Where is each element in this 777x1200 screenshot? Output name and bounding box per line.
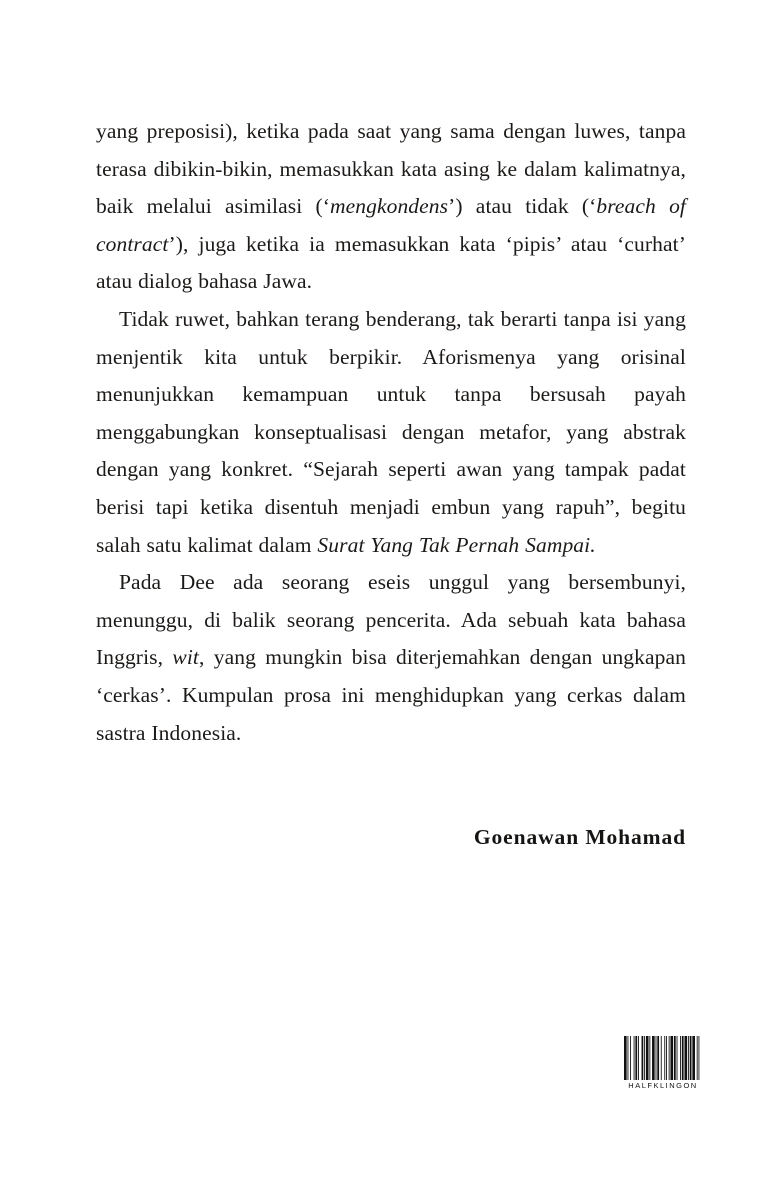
author-signature: Goenawan Mohamad — [473, 825, 686, 849]
text-run: yang preposisi), ketika pada saat yang sama dengan luwes, tanpa terasa dibikin-bikin, memasukkan kata asing ke dalam kalimatnya, baik melalui asimilasi (‘ — [96, 119, 686, 219]
body-paragraph — [96, 301, 686, 564]
text-run: ’) atau tidak (‘ — [448, 194, 597, 219]
barcode-icon — [624, 1036, 702, 1080]
italic-text-run: wit — [172, 645, 199, 670]
body-paragraph — [96, 113, 686, 301]
text-run: , yang mungkin bisa diterjemahkan dengan ungkapan ‘cerkas’. Kumpulan prosa ini menghidupkan yang cerkas dalam sastra Indonesia. — [96, 645, 686, 745]
text-run: Pada Dee ada seorang eseis unggul yang bersembunyi, menunggu, di balik seorang pencerita. Ada sebuah kata bahasa Inggris, — [96, 570, 686, 670]
body-paragraph — [96, 564, 686, 752]
text-run: ’), juga ketika ia memasukkan kata ‘pipis’ atau ‘curhat’ atau dialog bahasa Jawa. — [96, 231, 686, 294]
barcode-label: HALFKLINGON — [628, 1081, 698, 1090]
page-text-block — [96, 113, 686, 752]
barcode — [624, 1036, 702, 1090]
italic-text-run: Surat Yang Tak Pernah Sampai. — [317, 532, 596, 557]
italic-text-run: mengkondens — [329, 194, 449, 219]
text-run: Tidak ruwet, bahkan terang benderang, tak berarti tanpa isi yang menjentik kita untuk berpikir. Aforismenya yang orisinal menunjukkan kemampuan untuk tanpa bersusah payah menggabungkan konseptualisasi dengan metafor, yang abstrak dengan yang konkret. “Sejarah seperti awan yang tampak padat berisi tapi ketika disentuh menjadi embun yang rapuh”, begitu salah satu kalimat dalam — [96, 306, 686, 557]
italic-text-run: breach of contract — [96, 194, 686, 256]
